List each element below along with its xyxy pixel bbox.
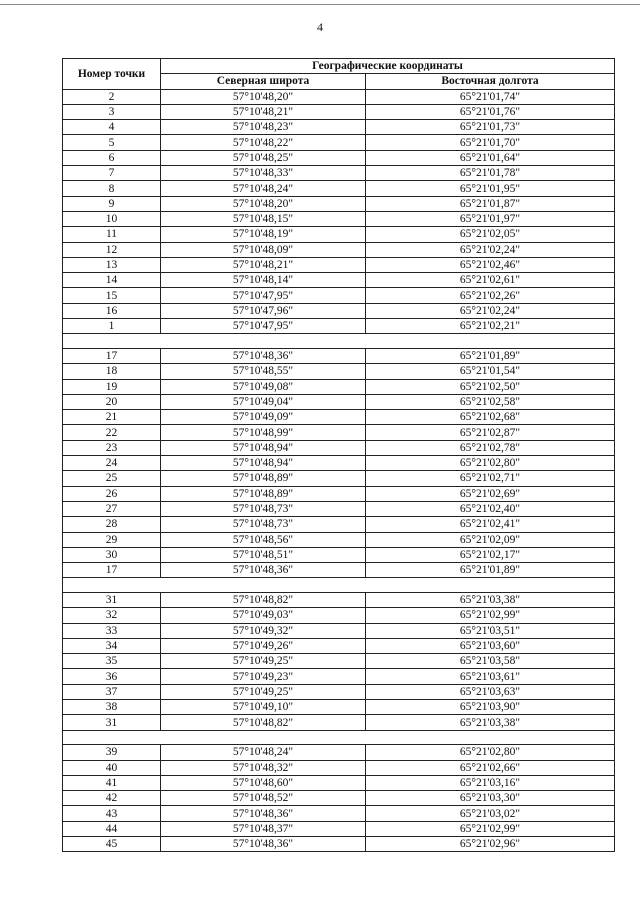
point-number-cell: 24: [63, 456, 161, 471]
longitude-cell: 65°21'03,38": [366, 592, 615, 607]
longitude-cell: 65°21'02,50": [366, 379, 615, 394]
point-number-cell: 9: [63, 196, 161, 211]
table-row: [63, 501, 615, 516]
longitude-cell: 65°21'01,89": [366, 563, 615, 578]
table-row: [63, 150, 615, 165]
latitude-cell: 57°10'47,95": [161, 288, 366, 303]
table-row: [63, 319, 615, 334]
table-row: [63, 410, 615, 425]
latitude-cell: 57°10'48,21": [161, 104, 366, 119]
longitude-cell: 65°21'02,05": [366, 227, 615, 242]
point-number-cell: 35: [63, 654, 161, 669]
latitude-cell: 57°10'48,94": [161, 440, 366, 455]
point-number-cell: 2: [63, 89, 161, 104]
longitude-cell: 65°21'01,74": [366, 89, 615, 104]
top-rule: [0, 4, 640, 5]
latitude-cell: 57°10'49,26": [161, 638, 366, 653]
latitude-cell: 57°10'48,36": [161, 348, 366, 363]
point-number-cell: 22: [63, 425, 161, 440]
latitude-cell: 57°10'48,21": [161, 257, 366, 272]
table-row: [63, 532, 615, 547]
point-number-cell: 38: [63, 700, 161, 715]
table-row: [63, 196, 615, 211]
table-row: [63, 120, 615, 135]
point-number-cell: 20: [63, 394, 161, 409]
latitude-cell: 57°10'48,36": [161, 563, 366, 578]
point-number-cell: 5: [63, 135, 161, 150]
longitude-cell: 65°21'01,95": [366, 181, 615, 196]
latitude-cell: 57°10'49,10": [161, 700, 366, 715]
group-separator: [63, 578, 615, 593]
longitude-cell: 65°21'02,24": [366, 242, 615, 257]
point-number-cell: 25: [63, 471, 161, 486]
table-row: [63, 608, 615, 623]
longitude-cell: 65°21'02,80": [366, 745, 615, 760]
longitude-cell: 65°21'01,64": [366, 150, 615, 165]
point-number-cell: 28: [63, 517, 161, 532]
table-row: [63, 654, 615, 669]
table-row: [63, 700, 615, 715]
longitude-cell: 65°21'03,61": [366, 669, 615, 684]
table-row: [63, 166, 615, 181]
longitude-cell: 65°21'02,58": [366, 394, 615, 409]
point-number-cell: 1: [63, 319, 161, 334]
table-row: [63, 456, 615, 471]
table-row: [63, 592, 615, 607]
coordinates-table: [62, 58, 615, 852]
latitude-cell: 57°10'49,23": [161, 669, 366, 684]
longitude-cell: 65°21'01,87": [366, 196, 615, 211]
longitude-cell: 65°21'02,68": [366, 410, 615, 425]
table-row: [63, 181, 615, 196]
longitude-cell: 65°21'02,99": [366, 608, 615, 623]
table-row: [63, 135, 615, 150]
table-row: [63, 775, 615, 790]
longitude-cell: 65°21'01,78": [366, 166, 615, 181]
table-row: [63, 303, 615, 318]
latitude-cell: 57°10'48,99": [161, 425, 366, 440]
longitude-cell: 65°21'02,87": [366, 425, 615, 440]
table-row: [63, 547, 615, 562]
latitude-cell: 57°10'49,03": [161, 608, 366, 623]
point-number-cell: 34: [63, 638, 161, 653]
table-header: [63, 59, 615, 90]
longitude-cell: 65°21'02,66": [366, 760, 615, 775]
page-number: 4: [317, 20, 323, 34]
table-row: [63, 364, 615, 379]
latitude-cell: 57°10'48,24": [161, 745, 366, 760]
table-body: [63, 89, 615, 852]
point-number-cell: 8: [63, 181, 161, 196]
point-number-cell: 18: [63, 364, 161, 379]
table-row: [63, 638, 615, 653]
point-number-cell: 23: [63, 440, 161, 455]
longitude-cell: 65°21'02,80": [366, 456, 615, 471]
table-row: [63, 669, 615, 684]
point-number-cell: 6: [63, 150, 161, 165]
latitude-cell: 57°10'49,32": [161, 623, 366, 638]
latitude-cell: 57°10'48,22": [161, 135, 366, 150]
table-row: [63, 715, 615, 730]
point-number-cell: 31: [63, 592, 161, 607]
point-number-cell: 7: [63, 166, 161, 181]
table-row: [63, 486, 615, 501]
header-north-latitude: Северная широта: [161, 74, 366, 89]
separator-cell: [63, 730, 615, 745]
point-number-cell: 30: [63, 547, 161, 562]
latitude-cell: 57°10'48,36": [161, 837, 366, 852]
table-row: [63, 684, 615, 699]
point-number-cell: 13: [63, 257, 161, 272]
longitude-cell: 65°21'02,26": [366, 288, 615, 303]
latitude-cell: 57°10'48,82": [161, 715, 366, 730]
table-row: [63, 394, 615, 409]
latitude-cell: 57°10'48,24": [161, 181, 366, 196]
point-number-cell: 39: [63, 745, 161, 760]
table-row: [63, 257, 615, 272]
point-number-cell: 40: [63, 760, 161, 775]
longitude-cell: 65°21'01,73": [366, 120, 615, 135]
table-row: [63, 104, 615, 119]
point-number-cell: 4: [63, 120, 161, 135]
latitude-cell: 57°10'48,19": [161, 227, 366, 242]
longitude-cell: 65°21'02,61": [366, 273, 615, 288]
point-number-cell: 19: [63, 379, 161, 394]
point-number-cell: 45: [63, 837, 161, 852]
point-number-cell: 17: [63, 563, 161, 578]
latitude-cell: 57°10'49,09": [161, 410, 366, 425]
table-row: [63, 471, 615, 486]
table-row: [63, 517, 615, 532]
table-row: [63, 227, 615, 242]
table-row: [63, 760, 615, 775]
latitude-cell: 57°10'48,73": [161, 517, 366, 532]
latitude-cell: 57°10'49,25": [161, 654, 366, 669]
latitude-cell: 57°10'48,20": [161, 89, 366, 104]
latitude-cell: 57°10'47,95": [161, 319, 366, 334]
latitude-cell: 57°10'48,94": [161, 456, 366, 471]
latitude-cell: 57°10'48,37": [161, 821, 366, 836]
point-number-cell: 16: [63, 303, 161, 318]
longitude-cell: 65°21'02,40": [366, 501, 615, 516]
table-row: [63, 440, 615, 455]
latitude-cell: 57°10'48,73": [161, 501, 366, 516]
point-number-cell: 41: [63, 775, 161, 790]
latitude-cell: 57°10'48,82": [161, 592, 366, 607]
latitude-cell: 57°10'48,55": [161, 364, 366, 379]
point-number-cell: 31: [63, 715, 161, 730]
point-number-cell: 33: [63, 623, 161, 638]
longitude-cell: 65°21'02,69": [366, 486, 615, 501]
point-number-cell: 14: [63, 273, 161, 288]
table-row: [63, 791, 615, 806]
table-row: [63, 821, 615, 836]
latitude-cell: 57°10'48,51": [161, 547, 366, 562]
point-number-cell: 17: [63, 348, 161, 363]
latitude-cell: 57°10'48,60": [161, 775, 366, 790]
point-number-cell: 3: [63, 104, 161, 119]
longitude-cell: 65°21'02,99": [366, 821, 615, 836]
latitude-cell: 57°10'48,15": [161, 211, 366, 226]
latitude-cell: 57°10'48,33": [161, 166, 366, 181]
table-row: [63, 563, 615, 578]
latitude-cell: 57°10'48,09": [161, 242, 366, 257]
point-number-cell: 32: [63, 608, 161, 623]
longitude-cell: 65°21'02,78": [366, 440, 615, 455]
point-number-cell: 26: [63, 486, 161, 501]
longitude-cell: 65°21'02,46": [366, 257, 615, 272]
longitude-cell: 65°21'03,16": [366, 775, 615, 790]
latitude-cell: 57°10'48,89": [161, 471, 366, 486]
latitude-cell: 57°10'49,25": [161, 684, 366, 699]
header-geo-coordinates: Географические координаты: [161, 59, 615, 74]
latitude-cell: 57°10'48,52": [161, 791, 366, 806]
table-row: [63, 242, 615, 257]
longitude-cell: 65°21'01,89": [366, 348, 615, 363]
point-number-cell: 21: [63, 410, 161, 425]
table-row: [63, 379, 615, 394]
longitude-cell: 65°21'02,96": [366, 837, 615, 852]
point-number-cell: 15: [63, 288, 161, 303]
latitude-cell: 57°10'48,89": [161, 486, 366, 501]
table-row: [63, 89, 615, 104]
table-row: [63, 623, 615, 638]
latitude-cell: 57°10'48,23": [161, 120, 366, 135]
longitude-cell: 65°21'02,17": [366, 547, 615, 562]
table-row: [63, 806, 615, 821]
point-number-cell: 27: [63, 501, 161, 516]
separator-cell: [63, 578, 615, 593]
longitude-cell: 65°21'03,30": [366, 791, 615, 806]
header-point-number: Номер точки: [63, 59, 161, 90]
point-number-cell: 29: [63, 532, 161, 547]
point-number-cell: 36: [63, 669, 161, 684]
longitude-cell: 65°21'02,71": [366, 471, 615, 486]
longitude-cell: 65°21'01,70": [366, 135, 615, 150]
table-row: [63, 211, 615, 226]
longitude-cell: 65°21'01,76": [366, 104, 615, 119]
separator-cell: [63, 334, 615, 349]
latitude-cell: 57°10'48,14": [161, 273, 366, 288]
longitude-cell: 65°21'02,41": [366, 517, 615, 532]
longitude-cell: 65°21'03,51": [366, 623, 615, 638]
table-row: [63, 745, 615, 760]
longitude-cell: 65°21'03,58": [366, 654, 615, 669]
latitude-cell: 57°10'48,20": [161, 196, 366, 211]
table-row: [63, 288, 615, 303]
table-row: [63, 273, 615, 288]
table-row: [63, 837, 615, 852]
latitude-cell: 57°10'48,56": [161, 532, 366, 547]
longitude-cell: 65°21'03,63": [366, 684, 615, 699]
latitude-cell: 57°10'49,08": [161, 379, 366, 394]
group-separator: [63, 334, 615, 349]
longitude-cell: 65°21'02,21": [366, 319, 615, 334]
table-row: [63, 425, 615, 440]
latitude-cell: 57°10'49,04": [161, 394, 366, 409]
latitude-cell: 57°10'48,32": [161, 760, 366, 775]
header-east-longitude: Восточная долгота: [366, 74, 615, 89]
longitude-cell: 65°21'03,60": [366, 638, 615, 653]
point-number-cell: 44: [63, 821, 161, 836]
longitude-cell: 65°21'01,54": [366, 364, 615, 379]
table-row: [63, 348, 615, 363]
point-number-cell: 37: [63, 684, 161, 699]
point-number-cell: 11: [63, 227, 161, 242]
longitude-cell: 65°21'01,97": [366, 211, 615, 226]
point-number-cell: 12: [63, 242, 161, 257]
latitude-cell: 57°10'48,25": [161, 150, 366, 165]
longitude-cell: 65°21'02,24": [366, 303, 615, 318]
point-number-cell: 10: [63, 211, 161, 226]
latitude-cell: 57°10'47,96": [161, 303, 366, 318]
point-number-cell: 42: [63, 791, 161, 806]
longitude-cell: 65°21'03,38": [366, 715, 615, 730]
longitude-cell: 65°21'03,90": [366, 700, 615, 715]
longitude-cell: 65°21'02,09": [366, 532, 615, 547]
point-number-cell: 43: [63, 806, 161, 821]
longitude-cell: 65°21'03,02": [366, 806, 615, 821]
latitude-cell: 57°10'48,36": [161, 806, 366, 821]
group-separator: [63, 730, 615, 745]
